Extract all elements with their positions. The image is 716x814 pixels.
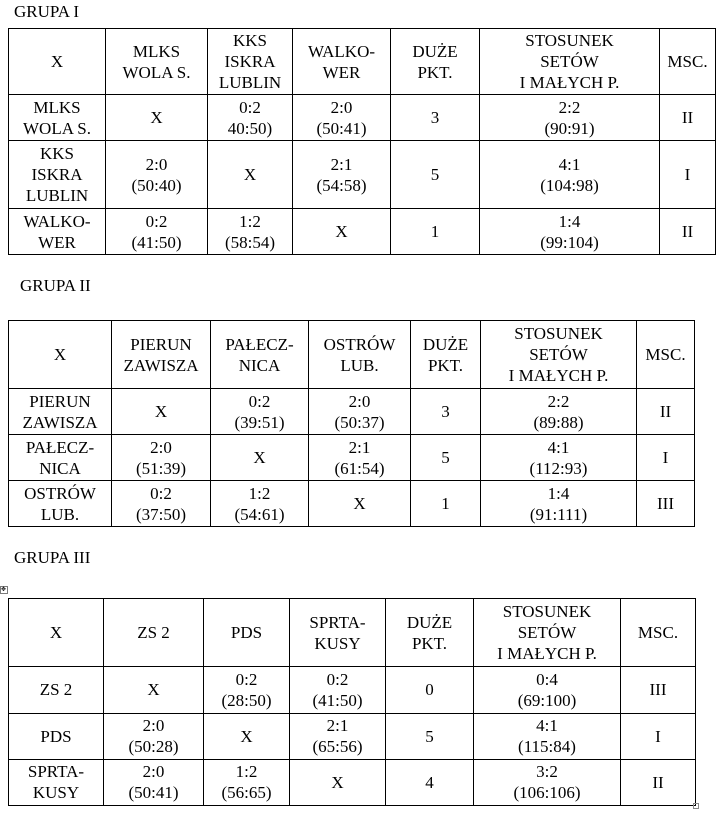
ratio-cell: 1:4 (99:104)	[480, 209, 660, 255]
ratio-cell: 2:2 (89:88)	[481, 389, 637, 435]
header-team-1: MLKS WOLA S.	[106, 29, 208, 95]
result-cell: 2:0 (50:28)	[104, 713, 204, 759]
row-team-name: ZS 2	[9, 667, 104, 713]
row-team-name: SPRTA- KUSY	[9, 759, 104, 805]
ratio-cell: 3:2 (106:106)	[474, 759, 621, 805]
place-cell: I	[637, 435, 695, 481]
header-place: MSC.	[660, 29, 716, 95]
corner-cell: X	[9, 321, 112, 389]
result-cell: 0:2 (41:50)	[106, 209, 208, 255]
header-team-3: OSTRÓW LUB.	[309, 321, 411, 389]
result-cell: X	[204, 713, 290, 759]
result-cell: 2:0 (51:39)	[112, 435, 211, 481]
table-resize-handle[interactable]	[693, 803, 699, 809]
result-cell: 2:0 (50:40)	[106, 141, 208, 209]
result-cell: 2:0 (50:41)	[104, 759, 204, 805]
group-1-title: GRUPA I	[14, 2, 80, 21]
header-ratio: STOSUNEK SETÓW I MAŁYCH P.	[480, 29, 660, 95]
group-3-title: GRUPA III	[14, 548, 91, 567]
place-cell: II	[660, 95, 716, 141]
header-points: DUŻE PKT.	[411, 321, 481, 389]
header-row	[9, 321, 695, 389]
result-cell: 1:2 (54:61)	[211, 481, 309, 527]
table-row	[9, 141, 716, 209]
header-row	[9, 599, 696, 667]
place-cell: II	[621, 759, 696, 805]
result-cell: X	[106, 95, 208, 141]
corner-cell: X	[9, 599, 104, 667]
result-cell: 2:0 (50:41)	[293, 95, 391, 141]
result-cell: X	[293, 209, 391, 255]
result-cell: 1:2 (58:54)	[208, 209, 293, 255]
group-2-table	[8, 320, 695, 527]
result-cell: 1:2 (56:65)	[204, 759, 290, 805]
result-cell: X	[290, 759, 386, 805]
points-cell: 1	[411, 481, 481, 527]
row-team-name: PAŁECZ- NICA	[9, 435, 112, 481]
result-cell: 0:2 (41:50)	[290, 667, 386, 713]
points-cell: 3	[411, 389, 481, 435]
place-cell: III	[621, 667, 696, 713]
place-cell: I	[621, 713, 696, 759]
points-cell: 1	[391, 209, 480, 255]
place-cell: II	[660, 209, 716, 255]
result-cell: X	[211, 435, 309, 481]
table-row	[9, 435, 695, 481]
points-cell: 0	[386, 667, 474, 713]
points-cell: 4	[386, 759, 474, 805]
result-cell: X	[112, 389, 211, 435]
table-row	[9, 389, 695, 435]
header-ratio: STOSUNEK SETÓW I MAŁYCH P.	[481, 321, 637, 389]
place-cell: III	[637, 481, 695, 527]
anchor-icon[interactable]: ✥	[1, 587, 7, 593]
points-cell: 5	[411, 435, 481, 481]
result-cell: 0:2 (39:51)	[211, 389, 309, 435]
ratio-cell: 4:1 (115:84)	[474, 713, 621, 759]
header-team-1: PIERUN ZAWISZA	[112, 321, 211, 389]
result-cell: 2:1 (61:54)	[309, 435, 411, 481]
group-2-title: GRUPA II	[20, 276, 91, 295]
ratio-cell: 2:2 (90:91)	[480, 95, 660, 141]
header-team-1: ZS 2	[104, 599, 204, 667]
result-cell: 0:2 (28:50)	[204, 667, 290, 713]
ratio-cell: 0:4 (69:100)	[474, 667, 621, 713]
header-team-2: PAŁECZ- NICA	[211, 321, 309, 389]
table-row	[9, 713, 696, 759]
row-team-name: MLKS WOLA S.	[9, 95, 106, 141]
group-1-table	[8, 28, 716, 255]
header-place: MSC.	[637, 321, 695, 389]
corner-cell: X	[9, 29, 106, 95]
header-points: DUŻE PKT.	[391, 29, 480, 95]
result-cell: X	[104, 667, 204, 713]
place-cell: I	[660, 141, 716, 209]
ratio-cell: 4:1 (104:98)	[480, 141, 660, 209]
row-team-name: PDS	[9, 713, 104, 759]
ratio-cell: 4:1 (112:93)	[481, 435, 637, 481]
row-team-name: WALKO- WER	[9, 209, 106, 255]
header-team-3: WALKO- WER	[293, 29, 391, 95]
table-row	[9, 759, 696, 805]
header-team-2: PDS	[204, 599, 290, 667]
row-team-name: KKS ISKRA LUBLIN	[9, 141, 106, 209]
header-place: MSC.	[621, 599, 696, 667]
points-cell: 5	[391, 141, 480, 209]
row-team-name: OSTRÓW LUB.	[9, 481, 112, 527]
row-team-name: PIERUN ZAWISZA	[9, 389, 112, 435]
result-cell: 2:1 (65:56)	[290, 713, 386, 759]
header-ratio: STOSUNEK SETÓW I MAŁYCH P.	[474, 599, 621, 667]
table-row	[9, 95, 716, 141]
result-cell: X	[208, 141, 293, 209]
header-row	[9, 29, 716, 95]
result-cell: 2:1 (54:58)	[293, 141, 391, 209]
header-team-2: KKS ISKRA LUBLIN	[208, 29, 293, 95]
result-cell: 0:2 (37:50)	[112, 481, 211, 527]
place-cell: II	[637, 389, 695, 435]
table-row	[9, 667, 696, 713]
ratio-cell: 1:4 (91:111)	[481, 481, 637, 527]
group-3-table	[8, 598, 696, 806]
points-cell: 3	[391, 95, 480, 141]
points-cell: 5	[386, 713, 474, 759]
table-row	[9, 209, 716, 255]
header-team-3: SPRTA- KUSY	[290, 599, 386, 667]
result-cell: 0:2 40:50)	[208, 95, 293, 141]
table-row	[9, 481, 695, 527]
result-cell: 2:0 (50:37)	[309, 389, 411, 435]
result-cell: X	[309, 481, 411, 527]
header-points: DUŻE PKT.	[386, 599, 474, 667]
